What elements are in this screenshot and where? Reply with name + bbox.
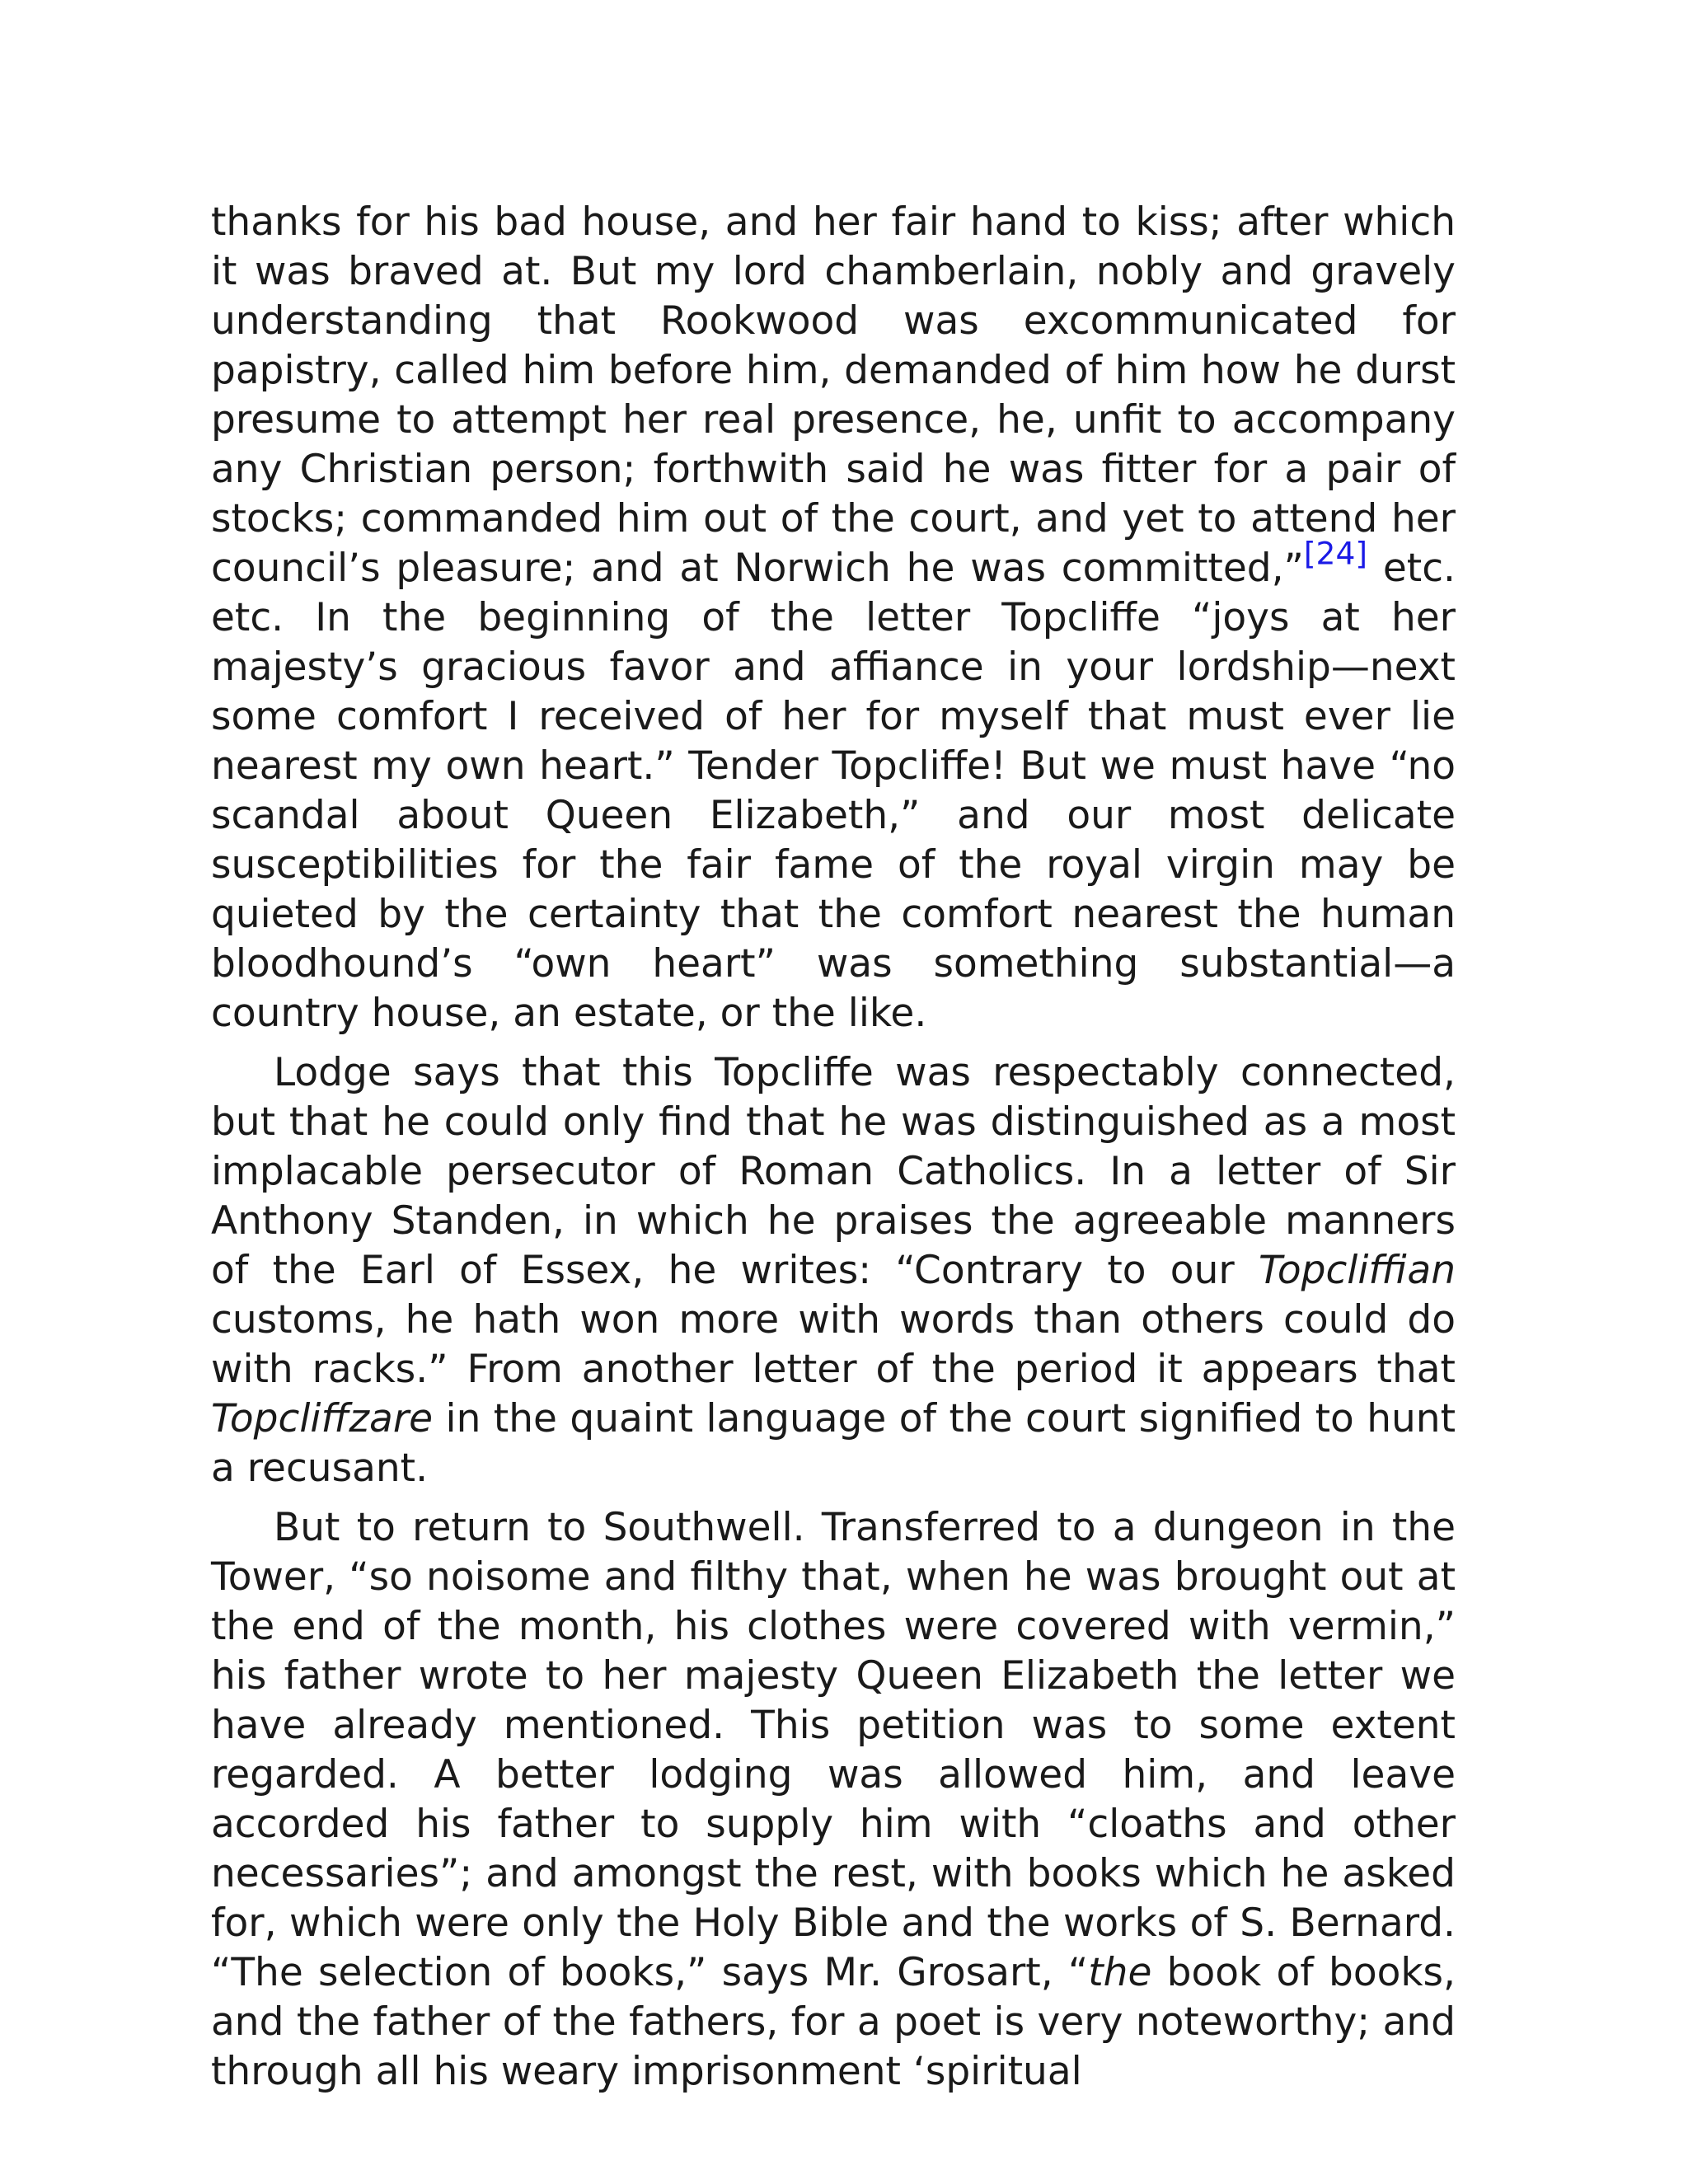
paragraph-text: Lodge says that this Topcliffe was respectably connected, but that he could only find that he was distinguished as a most implacable persecutor of Roman Catholics. In a letter of Sir Anthony Standen, in which he praises the agreeable manners of the Earl of Essex, he writes: “Contrary to our	[211, 1050, 1456, 1293]
paragraph	[211, 1503, 1456, 2097]
italic-text: Topcliffzare	[211, 1396, 434, 1441]
italic-text: the	[1088, 1950, 1152, 1995]
paragraph-text: thanks for his bad house, and her fair hand to kiss; after which it was braved at. But my lord chamberlain, nobly and gravely understanding that Rookwood was excommunicated for papistry, called him before him, demanded of him how he durst presume to attempt her real presence, he, unfit to accompany any Christian person; forthwith said he was fitter for a pair of stocks; commanded him out of the court, and yet to attend her council’s pleasure; and at Norwich he was committed,”	[211, 199, 1456, 591]
page-body	[211, 198, 1456, 2107]
italic-text: Topcliffian	[1258, 1248, 1456, 1293]
paragraph-text: book of books, and the father of the fathers, for a poet is very noteworthy; and through all his weary imprisonment ‘spiritual	[211, 1950, 1456, 2094]
paragraph-text: But to return to Southwell. Transferred to a dungeon in the Tower, “so noisome and filthy that, when he was brought out at the end of the month, his clothes were covered with vermin,” his father wrote to her majesty Queen Elizabeth the letter we have already mentioned. This petition was to some extent regarded. A better lodging was allowed him, and leave accorded his father to supply him with “cloaths and other necessaries”; and amongst the rest, with books which he asked for, which were only the Holy Bible and the works of S. Bernard. “The selection of books,” says Mr. Grosart, “	[211, 1505, 1456, 1995]
paragraph-text: in the quaint language of the court signified to hunt a recusant.	[211, 1396, 1456, 1491]
paragraph	[211, 198, 1456, 1038]
paragraph-text: customs, he hath won more with words than others could do with racks.” From another letter of the period it appears that	[211, 1297, 1456, 1392]
footnote-link[interactable]: [24]	[1303, 535, 1368, 572]
paragraph-text: etc. etc. In the beginning of the letter Topcliffe “joys at her majesty’s gracious favor and affiance in your lordship—next some comfort I received of her for myself that must ever lie nearest my own heart.” Tender Topcliffe! But we must have “no scandal about Queen Elizabeth,” and our most delicate susceptibilities for the fair fame of the royal virgin may be quieted by the certainty that the comfort nearest the human bloodhound’s “own heart” was something substantial—a country house, an estate, or the like.	[211, 546, 1456, 1036]
paragraph	[211, 1048, 1456, 1493]
